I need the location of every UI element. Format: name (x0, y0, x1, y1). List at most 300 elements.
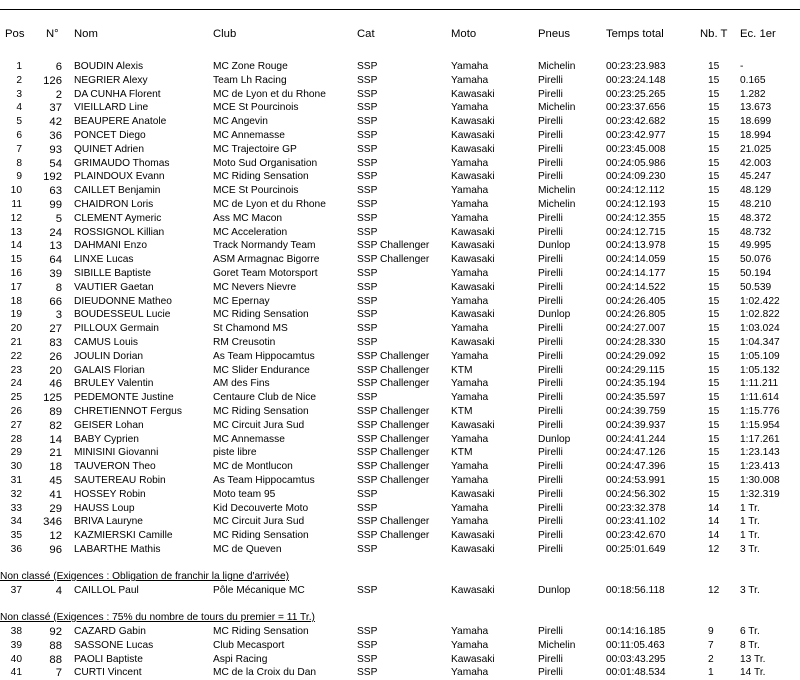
table-row (0, 460, 800, 474)
cell-ecart: 18.994 (740, 130, 772, 141)
cell-moto: Yamaha (451, 626, 489, 637)
cell-num: 96 (49, 544, 62, 556)
cell-cat: SSP (357, 185, 378, 197)
cell-ecart: 3 Tr. (740, 544, 760, 555)
cell-moto: Yamaha (451, 433, 489, 445)
table-row (0, 502, 800, 516)
table-row (0, 666, 800, 680)
cell-tours: 15 (708, 199, 720, 210)
cell-club: MCE St Pourcinois (213, 185, 299, 197)
cell-cat: SSP (357, 585, 378, 596)
cell-num: 24 (49, 226, 62, 239)
cell-moto: Kawasaki (451, 226, 495, 238)
cell-pneus: Pirelli (538, 364, 563, 376)
cell-cat: SSP (357, 61, 378, 72)
cell-temps: 00:23:37.656 (606, 102, 666, 114)
table-row (0, 143, 800, 157)
cell-cat: SSP (357, 116, 378, 128)
cell-pos: 28 (10, 433, 22, 445)
cell-pneus: Pirelli (538, 502, 563, 514)
cell-num: 41 (49, 488, 62, 501)
cell-club: piste libre (213, 447, 257, 459)
cell-moto: Kawasaki (451, 254, 495, 266)
cell-num: 88 (49, 639, 62, 652)
cell-pneus: Pirelli (538, 212, 563, 224)
cell-pos: 16 (10, 268, 22, 279)
cell-club: MC Circuit Jura Sud (213, 516, 305, 528)
cell-club: AM des Fins (213, 378, 270, 390)
cell-cat: SSP (357, 309, 378, 321)
cell-pneus: Pirelli (538, 378, 563, 390)
cell-pos: 23 (10, 364, 22, 376)
cell-moto: Kawasaki (451, 530, 495, 542)
table-row (0, 515, 800, 529)
cell-club: Aspi Racing (213, 653, 268, 665)
cell-num: 18 (49, 461, 62, 474)
cell-ecart: 49.995 (740, 240, 772, 252)
cell-pneus: Pirelli (538, 226, 563, 238)
cell-pneus: Pirelli (538, 544, 563, 555)
cell-ecart: 1:32.319 (740, 488, 780, 500)
cell-ecart: 48.372 (740, 212, 772, 224)
cell-cat: SSP (357, 268, 378, 279)
cell-club: Track Normandy Team (213, 240, 316, 252)
cell-cat: SSP Challenger (357, 240, 430, 252)
cell-moto: Kawasaki (451, 653, 495, 665)
cell-temps: 00:24:29.115 (606, 364, 665, 376)
cell-ecart: 1:04.347 (740, 337, 780, 348)
cell-nom: JOULIN Dorian (74, 350, 144, 362)
cell-cat: SSP Challenger (357, 419, 430, 431)
cell-nom: BABY Cyprien (74, 433, 139, 445)
cell-temps: 00:24:53.991 (606, 475, 666, 486)
cell-temps: 00:24:05.986 (606, 157, 666, 169)
cell-num: 346 (43, 516, 62, 529)
cell-ecart: 21.025 (740, 143, 772, 155)
cell-cat: SSP Challenger (357, 433, 430, 445)
cell-pos: 27 (10, 419, 22, 431)
cell-pos: 13 (10, 226, 22, 238)
cell-temps: 00:23:23.983 (606, 61, 666, 72)
cell-pos: 10 (10, 185, 22, 197)
cell-pneus: Pirelli (538, 667, 563, 679)
cell-ecart: 1 Tr. (740, 516, 760, 528)
cell-pos: 6 (16, 130, 22, 141)
header-tours: Nb. T (700, 28, 728, 40)
cell-temps: 00:18:56.118 (606, 585, 665, 596)
cell-nom: PLAINDOUX Evann (74, 171, 165, 183)
cell-nom: MINISINI Giovanni (74, 447, 159, 459)
cell-cat: SSP (357, 337, 378, 348)
cell-club: MC de Lyon et du Rhone (213, 199, 326, 210)
cell-tours: 15 (708, 433, 720, 445)
cell-moto: Kawasaki (451, 130, 495, 141)
cell-temps: 00:24:39.937 (606, 419, 666, 431)
cell-num: 20 (49, 364, 62, 377)
cell-num: 26 (49, 350, 62, 363)
cell-nom: DIEUDONNE Matheo (74, 295, 172, 307)
table-row (0, 157, 800, 171)
cell-nom: TAUVERON Theo (74, 461, 156, 473)
cell-club: MC de Montlucon (213, 461, 293, 473)
cell-tours: 15 (708, 157, 720, 169)
table-row (0, 129, 800, 143)
cell-pos: 12 (10, 212, 22, 224)
cell-tours: 15 (708, 350, 720, 362)
cell-pos: 40 (10, 653, 22, 665)
cell-ecart: 1:11.211 (740, 378, 779, 390)
cell-ecart: 42.003 (740, 157, 772, 169)
cell-tours: 15 (708, 337, 720, 348)
cell-ecart: 1:17.261 (740, 433, 780, 445)
cell-cat: SSP (357, 323, 378, 335)
cell-pos: 2 (16, 74, 22, 86)
cell-pneus: Pirelli (538, 488, 563, 500)
cell-club: St Chamond MS (213, 323, 288, 335)
cell-tours: 15 (708, 171, 720, 183)
cell-temps: 00:03:43.295 (606, 653, 666, 665)
cell-pos: 24 (10, 378, 22, 390)
cell-moto: Yamaha (451, 667, 489, 679)
cell-ecart: 1:11.614 (740, 392, 779, 404)
cell-ecart: 50.076 (740, 254, 772, 266)
cell-nom: BOUDIN Alexis (74, 61, 144, 72)
cell-nom: VAUTIER Gaetan (74, 281, 154, 293)
cell-tours: 14 (708, 530, 720, 542)
cell-pneus: Pirelli (538, 419, 563, 431)
cell-cat: SSP Challenger (357, 530, 430, 542)
cell-pos: 41 (10, 667, 22, 679)
cell-club: MC Nevers Nievre (213, 281, 297, 293)
cell-moto: Kawasaki (451, 143, 495, 155)
cell-pneus: Pirelli (538, 626, 563, 637)
cell-tours: 15 (708, 364, 720, 376)
cell-cat: SSP Challenger (357, 516, 430, 528)
cell-temps: 00:24:47.396 (606, 461, 666, 473)
cell-cat: SSP Challenger (357, 406, 430, 417)
table-row (0, 74, 800, 88)
cell-tours: 15 (708, 226, 720, 238)
cell-pneus: Pirelli (538, 653, 563, 665)
cell-moto: Yamaha (451, 157, 489, 169)
cell-cat: SSP (357, 653, 378, 665)
cell-club: MC de Lyon et du Rhone (213, 88, 326, 100)
cell-tours: 15 (708, 281, 720, 293)
cell-num: 21 (49, 447, 62, 460)
cell-temps: 00:24:28.330 (606, 337, 666, 348)
cell-ecart: 8 Tr. (740, 639, 760, 651)
table-row (0, 529, 800, 543)
cell-tours: 15 (708, 461, 720, 473)
cell-num: 64 (49, 254, 62, 267)
cell-num: 29 (49, 502, 62, 515)
table-row (0, 625, 800, 639)
cell-moto: Yamaha (451, 102, 489, 114)
cell-moto: Yamaha (451, 378, 489, 390)
cell-num: 45 (49, 475, 62, 487)
cell-temps: 00:23:42.670 (606, 530, 666, 542)
cell-ecart: 6 Tr. (740, 626, 760, 637)
cell-moto: Yamaha (451, 268, 489, 279)
cell-pos: 25 (10, 392, 22, 404)
cell-pos: 31 (10, 475, 22, 486)
cell-pos: 37 (10, 585, 22, 596)
cell-num: 39 (49, 268, 62, 280)
cell-tours: 15 (708, 268, 720, 279)
cell-ecart: 1:03.024 (740, 323, 780, 335)
cell-ecart: 14 Tr. (740, 667, 766, 679)
cell-club: MC Epernay (213, 295, 270, 307)
cell-cat: SSP (357, 281, 378, 293)
cell-moto: Kawasaki (451, 116, 495, 128)
table-row (0, 543, 800, 557)
cell-club: As Team Hippocamtus (213, 350, 315, 362)
cell-ecart: 1:02.422 (740, 295, 780, 307)
cell-pos: 1 (16, 61, 22, 72)
cell-num: 88 (49, 653, 62, 666)
cell-club: MC Angevin (213, 116, 268, 128)
cell-pneus: Michelin (538, 61, 576, 72)
cell-nom: BEAUPERE Anatole (74, 116, 167, 128)
cell-club: As Team Hippocamtus (213, 475, 315, 486)
cell-num: 126 (43, 74, 62, 87)
cell-ecart: 48.129 (740, 185, 772, 197)
cell-moto: Yamaha (451, 295, 489, 307)
cell-club: ASM Armagnac Bigorre (213, 254, 320, 266)
cell-moto: KTM (451, 406, 473, 417)
cell-num: 82 (49, 419, 62, 432)
cell-temps: 00:23:24.148 (606, 74, 666, 86)
cell-tours: 15 (708, 488, 720, 500)
cell-moto: Yamaha (451, 185, 489, 197)
cell-ecart: 1:15.776 (740, 406, 780, 417)
cell-pos: 21 (10, 337, 22, 348)
cell-ecart: 48.210 (740, 199, 772, 210)
cell-tours: 15 (708, 295, 720, 307)
cell-num: 92 (49, 626, 62, 638)
cell-pos: 36 (10, 544, 22, 555)
header-club: Club (213, 28, 237, 40)
cell-club: MC Riding Sensation (213, 530, 309, 542)
cell-moto: Kawasaki (451, 488, 495, 500)
cell-ecart: 1 Tr. (740, 530, 760, 542)
cell-pneus: Pirelli (538, 130, 563, 141)
cell-temps: 00:24:12.355 (606, 212, 666, 224)
cell-moto: Kawasaki (451, 419, 495, 431)
cell-club: RM Creusotin (213, 337, 276, 348)
cell-ecart: 1:05.109 (740, 350, 780, 362)
cell-temps: 00:24:56.302 (606, 488, 666, 500)
cell-temps: 00:24:14.522 (606, 281, 666, 293)
cell-cat: SSP (357, 212, 378, 224)
cell-temps: 00:24:14.177 (606, 268, 666, 279)
cell-moto: Yamaha (451, 323, 489, 335)
table-row (0, 391, 800, 405)
cell-temps: 00:24:12.715 (606, 226, 666, 238)
cell-temps: 00:24:13.978 (606, 240, 666, 252)
cell-cat: SSP (357, 199, 378, 210)
cell-nom: KAZMIERSKI Camille (74, 530, 173, 542)
cell-pneus: Pirelli (538, 530, 563, 542)
cell-num: 125 (43, 392, 62, 405)
cell-ecart: 1:05.132 (740, 364, 780, 376)
table-row (0, 377, 800, 391)
cell-ecart: 3 Tr. (740, 585, 760, 596)
table-row (0, 184, 800, 198)
cell-nom: CAMUS Louis (74, 337, 138, 348)
cell-pos: 30 (10, 461, 22, 473)
cell-nom: GALAIS Florian (74, 364, 145, 376)
cell-pneus: Dunlop (538, 240, 571, 252)
cell-moto: KTM (451, 364, 473, 376)
cell-club: Club Mecasport (213, 639, 285, 651)
cell-nom: CHRETIENNOT Fergus (74, 406, 182, 417)
table-row (0, 198, 800, 212)
cell-moto: Yamaha (451, 639, 489, 651)
cell-pos: 15 (10, 254, 22, 266)
cell-pos: 20 (10, 323, 22, 335)
cell-nom: HAUSS Loup (74, 502, 135, 514)
cell-club: MC Trajectoire GP (213, 143, 297, 155)
cell-pos: 7 (16, 143, 22, 155)
cell-cat: SSP (357, 502, 378, 514)
cell-cat: SSP Challenger (357, 350, 430, 362)
cell-cat: SSP (357, 639, 378, 651)
cell-club: MC Circuit Jura Sud (213, 419, 305, 431)
cell-nom: CAILLOL Paul (74, 585, 139, 596)
cell-nom: HOSSEY Robin (74, 488, 146, 500)
cell-pos: 8 (16, 157, 22, 169)
cell-ecart: - (740, 61, 744, 72)
cell-pos: 22 (10, 350, 22, 362)
cell-num: 42 (49, 116, 62, 129)
cell-ecart: 18.699 (740, 116, 772, 128)
cell-pneus: Pirelli (538, 116, 563, 128)
cell-nom: SIBILLE Baptiste (74, 268, 152, 279)
table-row (0, 364, 800, 378)
cell-num: 12 (49, 530, 62, 543)
cell-pneus: Pirelli (538, 268, 563, 279)
cell-num: 27 (49, 323, 62, 336)
cell-club: Ass MC Macon (213, 212, 283, 224)
cell-pneus: Pirelli (538, 295, 563, 307)
cell-pos: 3 (16, 88, 22, 100)
cell-ecart: 1:23.143 (740, 447, 780, 459)
cell-pneus: Pirelli (538, 516, 563, 528)
cell-cat: SSP (357, 392, 378, 404)
cell-pneus: Pirelli (538, 157, 563, 169)
cell-club: MC Riding Sensation (213, 406, 309, 417)
cell-club: MCE St Pourcinois (213, 102, 299, 114)
cell-tours: 15 (708, 240, 720, 252)
cell-club: MC Acceleration (213, 226, 288, 238)
cell-moto: Yamaha (451, 502, 489, 514)
cell-cat: SSP Challenger (357, 254, 430, 266)
cell-moto: Yamaha (451, 212, 489, 224)
cell-pos: 35 (10, 530, 22, 542)
table-row (0, 446, 800, 460)
cell-pneus: Dunlop (538, 309, 571, 321)
table-row (0, 239, 800, 253)
cell-temps: 00:14:16.185 (606, 626, 666, 637)
cell-pos: 11 (11, 199, 22, 210)
cell-tours: 15 (708, 392, 720, 404)
cell-temps: 00:24:47.126 (606, 447, 666, 459)
cell-pos: 38 (10, 626, 22, 637)
cell-moto: Kawasaki (451, 585, 495, 596)
cell-temps: 00:23:32.378 (606, 502, 666, 514)
cell-num: 7 (55, 667, 62, 680)
cell-pos: 34 (10, 516, 22, 528)
cell-ecart: 13 Tr. (740, 653, 766, 665)
table-row (0, 405, 800, 419)
table-row (0, 60, 800, 74)
table-row (0, 336, 800, 350)
table-row (0, 584, 800, 598)
cell-nom: CLEMENT Aymeric (74, 212, 162, 224)
table-row (0, 419, 800, 433)
cell-nom: CURTI Vincent (74, 667, 142, 679)
cell-moto: Kawasaki (451, 171, 495, 183)
cell-pos: 5 (16, 116, 22, 128)
cell-tours: 15 (708, 419, 720, 431)
cell-pos: 29 (10, 447, 22, 459)
cell-pos: 17 (10, 281, 22, 293)
cell-num: 192 (43, 171, 62, 184)
cell-nom: SASSONE Lucas (74, 639, 154, 651)
cell-club: Pôle Mécanique MC (213, 585, 305, 596)
cell-moto: Kawasaki (451, 309, 495, 321)
cell-moto: KTM (451, 447, 473, 459)
cell-num: 99 (49, 199, 62, 211)
cell-temps: 00:23:25.265 (606, 88, 666, 100)
table-row (0, 308, 800, 322)
cell-pneus: Pirelli (538, 392, 563, 404)
cell-num: 13 (49, 240, 62, 253)
cell-ecart: 48.732 (740, 226, 772, 238)
cell-nom: LINXE Lucas (74, 254, 134, 266)
cell-temps: 00:25:01.649 (606, 544, 666, 555)
cell-moto: Yamaha (451, 61, 489, 72)
cell-cat: SSP (357, 226, 378, 238)
cell-pneus: Pirelli (538, 337, 563, 348)
cell-cat: SSP (357, 544, 378, 555)
cell-tours: 15 (708, 116, 720, 128)
header-temps: Temps total (606, 28, 664, 40)
cell-pneus: Pirelli (538, 447, 563, 459)
cell-moto: Kawasaki (451, 544, 495, 555)
cell-temps: 00:23:45.008 (606, 143, 666, 155)
cell-pneus: Pirelli (538, 281, 563, 293)
cell-num: 54 (49, 157, 62, 170)
cell-num: 4 (55, 585, 62, 597)
cell-pneus: Pirelli (538, 475, 563, 486)
cell-club: Kid Decouverte Moto (213, 502, 309, 514)
cell-moto: Kawasaki (451, 240, 495, 252)
cell-pos: 19 (10, 309, 22, 321)
cell-cat: SSP (357, 667, 378, 679)
cell-moto: Yamaha (451, 74, 489, 86)
cell-ecart: 1:23.413 (740, 461, 780, 473)
cell-club: Goret Team Motorsport (213, 268, 318, 279)
cell-nom: VIEILLARD Line (74, 102, 149, 114)
cell-pneus: Michelin (538, 199, 576, 210)
header-num: N° (46, 28, 59, 40)
cell-pneus: Pirelli (538, 254, 563, 266)
cell-tours: 15 (708, 74, 720, 86)
table-row (0, 212, 800, 226)
cell-num: 14 (49, 433, 62, 446)
